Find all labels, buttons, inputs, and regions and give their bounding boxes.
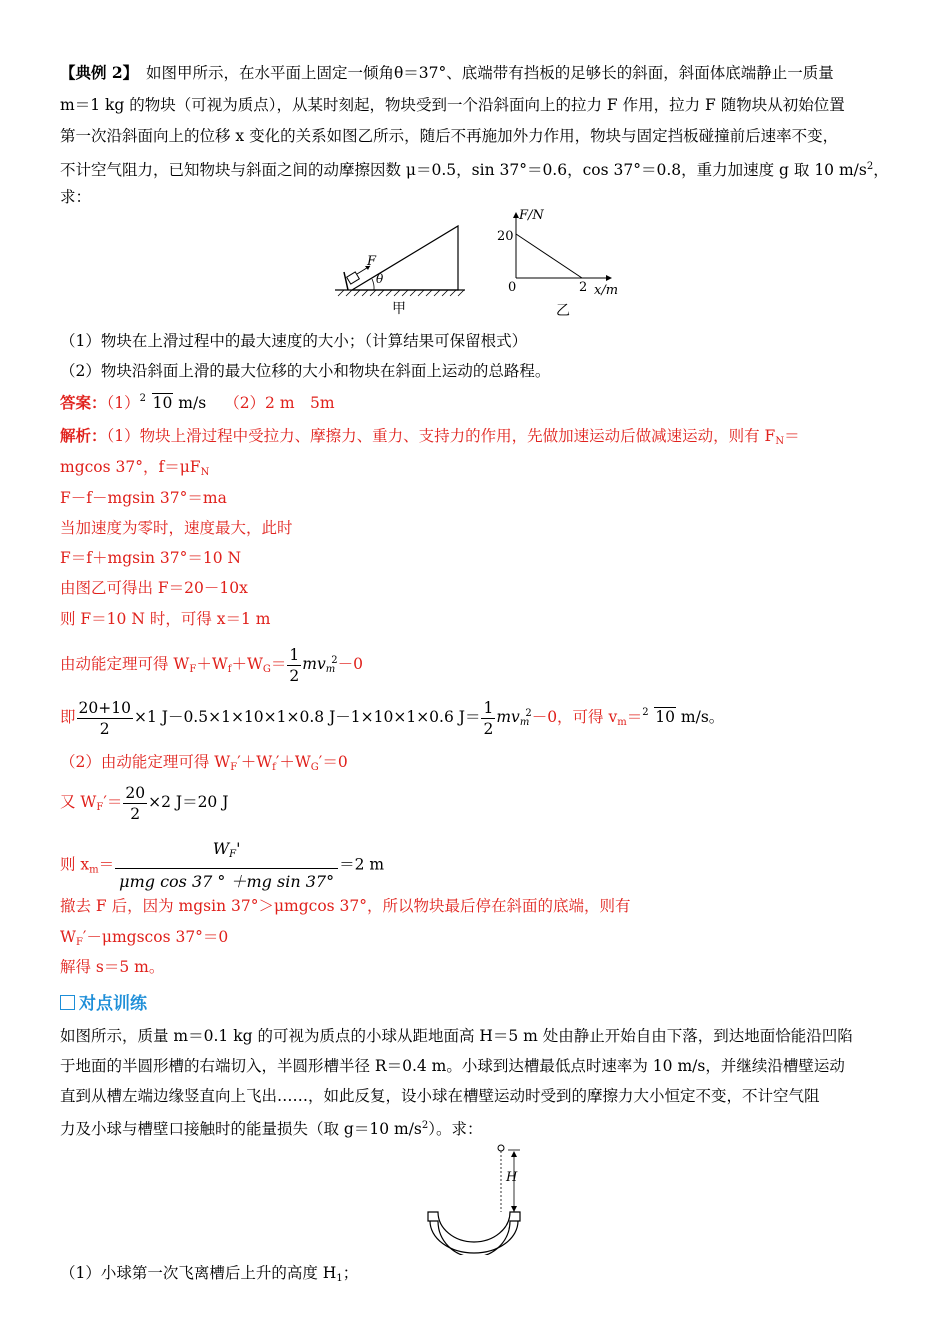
sub-12: m — [89, 864, 99, 876]
text-8-end: －0 — [337, 655, 363, 673]
sub-m: m — [325, 664, 336, 675]
sub-fr: f — [227, 664, 232, 675]
answer-line — [60, 392, 335, 414]
sub-10b: f — [272, 762, 276, 773]
sub-m-9b: m — [617, 717, 627, 728]
analysis-line-10 — [60, 751, 348, 779]
example-tag: 【典例 2】 — [60, 63, 131, 82]
frac-den-9b: 2 — [483, 719, 494, 738]
frac-den-11: 2 — [130, 804, 141, 823]
text-9-eq: ＝ — [626, 708, 643, 726]
answer-unit: m/s — [173, 394, 207, 412]
analysis-eq: ＝ — [784, 427, 800, 445]
sub-g: G — [262, 664, 271, 675]
training-heading — [60, 993, 147, 1015]
sub-12-f: F — [229, 849, 237, 860]
training-line-3: 直到从槽左端边缘竖直向上飞出……，如此反复，设小球在槽壁运动时受到的摩擦力大小恒定不变，不计空气阻 — [60, 1087, 820, 1105]
text-14b: ′－μmgscos 37°＝0 — [82, 928, 229, 946]
sup-2: 2 — [866, 161, 874, 172]
analysis-line-11 — [60, 781, 228, 829]
analysis-line-6: 由图乙可得出 F＝20－10x — [60, 579, 248, 597]
training-line-2: 于地面的半圆形槽的右端切入，半圆形槽半径 R＝0.4 m。小球到达槽最低点时速率为 10 m/s，并继续沿槽壁运动 — [60, 1057, 845, 1075]
fraction-20-2 — [123, 783, 147, 824]
answer-label: 答案： — [60, 393, 107, 412]
text-9-mid: ×1 J－0.5×1×10×1×0.8 J－1×10×1×0.6 J＝ — [133, 708, 481, 726]
analysis-line-7: 则 F＝10 N 时，可得 x＝1 m — [60, 610, 271, 628]
force-label: F — [367, 254, 377, 269]
example-text: 如图甲所示，在水平面上固定一倾角θ＝37°、底端带有挡板的足够长的斜面，斜面体底端静止一质量 — [145, 64, 834, 82]
example-line-1 — [60, 62, 834, 84]
example-line-4-end: ， — [873, 161, 889, 179]
text-10c: ′＋W — [275, 753, 311, 771]
training-line-1: 如图所示，质量 m＝0.1 kg 的可视为质点的小球从距地面高 H＝5 m 处由静止开始自由下落，到达地面恰能沿凹陷 — [60, 1027, 853, 1045]
analysis-line-9 — [60, 693, 724, 744]
text-14a: W — [60, 928, 76, 946]
training-question-1 — [60, 1262, 358, 1290]
root-index: 2 — [139, 393, 147, 404]
sqrt-10-b — [642, 696, 676, 738]
height-label: H — [506, 1170, 518, 1185]
sub-f: F — [189, 664, 197, 675]
text-12-end: ＝2 m — [339, 855, 385, 874]
training-q1-text: （1）小球第一次飞离槽后上升的高度 H — [60, 1264, 337, 1282]
x-axis-label: x/m — [594, 283, 619, 298]
training-line-4 — [60, 1115, 483, 1140]
fraction-xm — [115, 836, 338, 895]
sub-1: 1 — [336, 1273, 343, 1284]
root-radicand: 10 — [152, 394, 173, 412]
analysis-line-1 — [60, 425, 800, 453]
analysis-line-14 — [60, 926, 228, 954]
example-line-4-text: 不计空气阻力，已知物块与斜面之间的动摩擦因数 μ＝0.5，sin 37°＝0.6，cos 37°＝0.8，重力加速度 g 取 10 m/s — [60, 161, 867, 179]
training-q1-end: ； — [342, 1264, 359, 1282]
example-line-4 — [60, 156, 889, 181]
sub-14: F — [75, 937, 83, 948]
question-2: （2）物块沿斜面上滑的最大位移的大小和物块在斜面上运动的总路程。 — [60, 362, 551, 380]
sub-n: N — [775, 436, 785, 447]
text-8a: 由动能定理可得 W — [60, 655, 190, 673]
text-9-unit: m/s。 — [675, 708, 725, 726]
training-line-4-end: ）。求： — [428, 1120, 483, 1138]
text-8d: ＝ — [270, 655, 287, 673]
analysis-text-2: mgcos 37°，f＝μF — [60, 458, 201, 476]
analysis-line-2 — [60, 456, 209, 484]
analysis-line-4: 当加速度为零时，速度最大，此时 — [60, 519, 293, 537]
analysis-line-5: F＝f＋mgsin 37°＝10 N — [60, 549, 242, 567]
question-1: （1）物块在上滑过程中的最大速度的大小；（计算结果可保留根式） — [60, 332, 528, 350]
fraction-half — [287, 645, 301, 686]
series-line — [516, 234, 582, 278]
y-tick-20: 20 — [497, 229, 514, 244]
text-12-pre: 则 x — [60, 855, 90, 874]
text-9-pre: 即 — [60, 708, 76, 726]
analysis-line-3: F－f－mgsin 37°＝ma — [60, 489, 227, 507]
fraction-half-9 — [481, 698, 495, 739]
sup-2-9: 2 — [525, 708, 532, 719]
frac-den: 2 — [289, 666, 300, 685]
text-8c: ＋W — [231, 655, 263, 673]
frac-num-11: 20 — [125, 783, 146, 802]
text-11-pre: 又 W — [60, 793, 97, 811]
sqrt-10 — [140, 392, 174, 414]
training-title: 对点训练 — [79, 994, 147, 1014]
training-line-4-text: 力及小球与槽壁口接触时的能量损失（取 g＝10 m/s — [60, 1120, 422, 1138]
answer-part-2: （2）2 m 5m — [224, 394, 335, 412]
sub-10c: G — [310, 762, 319, 773]
frac-den-12: μmg cos 37 ° ＋mg sin 37° — [119, 872, 335, 891]
sup-2c: 2 — [421, 1120, 429, 1131]
analysis-line-12 — [60, 836, 384, 895]
text-10d: ′＝0 — [318, 753, 348, 771]
checkbox-square-icon — [60, 995, 75, 1010]
figure-jia-caption: 甲 — [392, 301, 406, 317]
frac-num-9b: 1 — [483, 698, 494, 717]
text-11-eq: ′＝ — [103, 793, 123, 811]
analysis-line-8 — [60, 640, 363, 691]
half-pipe-figure — [420, 1140, 530, 1255]
sub-10a: F — [230, 762, 238, 773]
analysis-text-1: （1）物块上滑过程中受拉力、摩擦力、重力、支持力的作用，先做加速运动后做减速运动，则有 F — [106, 427, 776, 445]
x-axis-arrow — [606, 275, 612, 281]
prime: ' — [236, 839, 241, 858]
frac-num-9: 20+10 — [78, 698, 131, 717]
root-index-b: 2 — [642, 707, 649, 718]
sub-m-9: m — [519, 717, 530, 728]
analysis-line-15: 解得 s＝5 m。 — [60, 958, 165, 976]
sub-11: F — [96, 802, 104, 813]
mv-9: mv — [496, 708, 520, 726]
example-line-3: 第一次沿斜面向上的位移 x 变化的关系如图乙所示，随后不再施加外力作用，物块与固定挡板碰撞前后速率不变， — [60, 127, 839, 145]
mv: mv — [302, 655, 326, 673]
sup-2b: 2 — [331, 655, 338, 666]
figure-yi-caption: 乙 — [556, 303, 570, 319]
text-12-eq: ＝ — [98, 855, 115, 874]
example-line-2: m＝1 kg 的物块（可视为质点），从某时刻起，物块受到一个沿斜面向上的拉力 F 作用，拉力 F 随物块从初始位置 — [60, 96, 845, 114]
analysis-line-13: 撤去 F 后，因为 mgsin 37°＞μmgcos 37°，所以物块最后停在斜面的底端，则有 — [60, 897, 631, 915]
text-9-tail: －0，可得 v — [531, 708, 618, 726]
text-10: （2）由动能定理可得 W — [60, 753, 231, 771]
root-radicand-b: 10 — [655, 708, 675, 726]
analysis-label: 解析： — [60, 426, 107, 445]
origin-label: 0 — [508, 280, 517, 295]
x-tick-2: 2 — [579, 280, 588, 295]
text-8b: ＋W — [196, 655, 228, 673]
frac-den-9: 2 — [99, 719, 110, 738]
sub-n-2: N — [200, 467, 210, 478]
answer-part-1: （1） — [106, 394, 140, 412]
frac-num-12 — [115, 836, 338, 869]
y-axis-label: F/N — [519, 208, 544, 223]
w-symbol: W — [212, 839, 230, 858]
fraction-30-2 — [77, 698, 133, 739]
theta-label: θ — [376, 272, 384, 286]
text-10b: ′＋W — [237, 753, 273, 771]
example-line-5: 求： — [60, 188, 92, 206]
frac-num: 1 — [289, 645, 300, 664]
text-11-end: ×2 J＝20 J — [148, 793, 229, 811]
